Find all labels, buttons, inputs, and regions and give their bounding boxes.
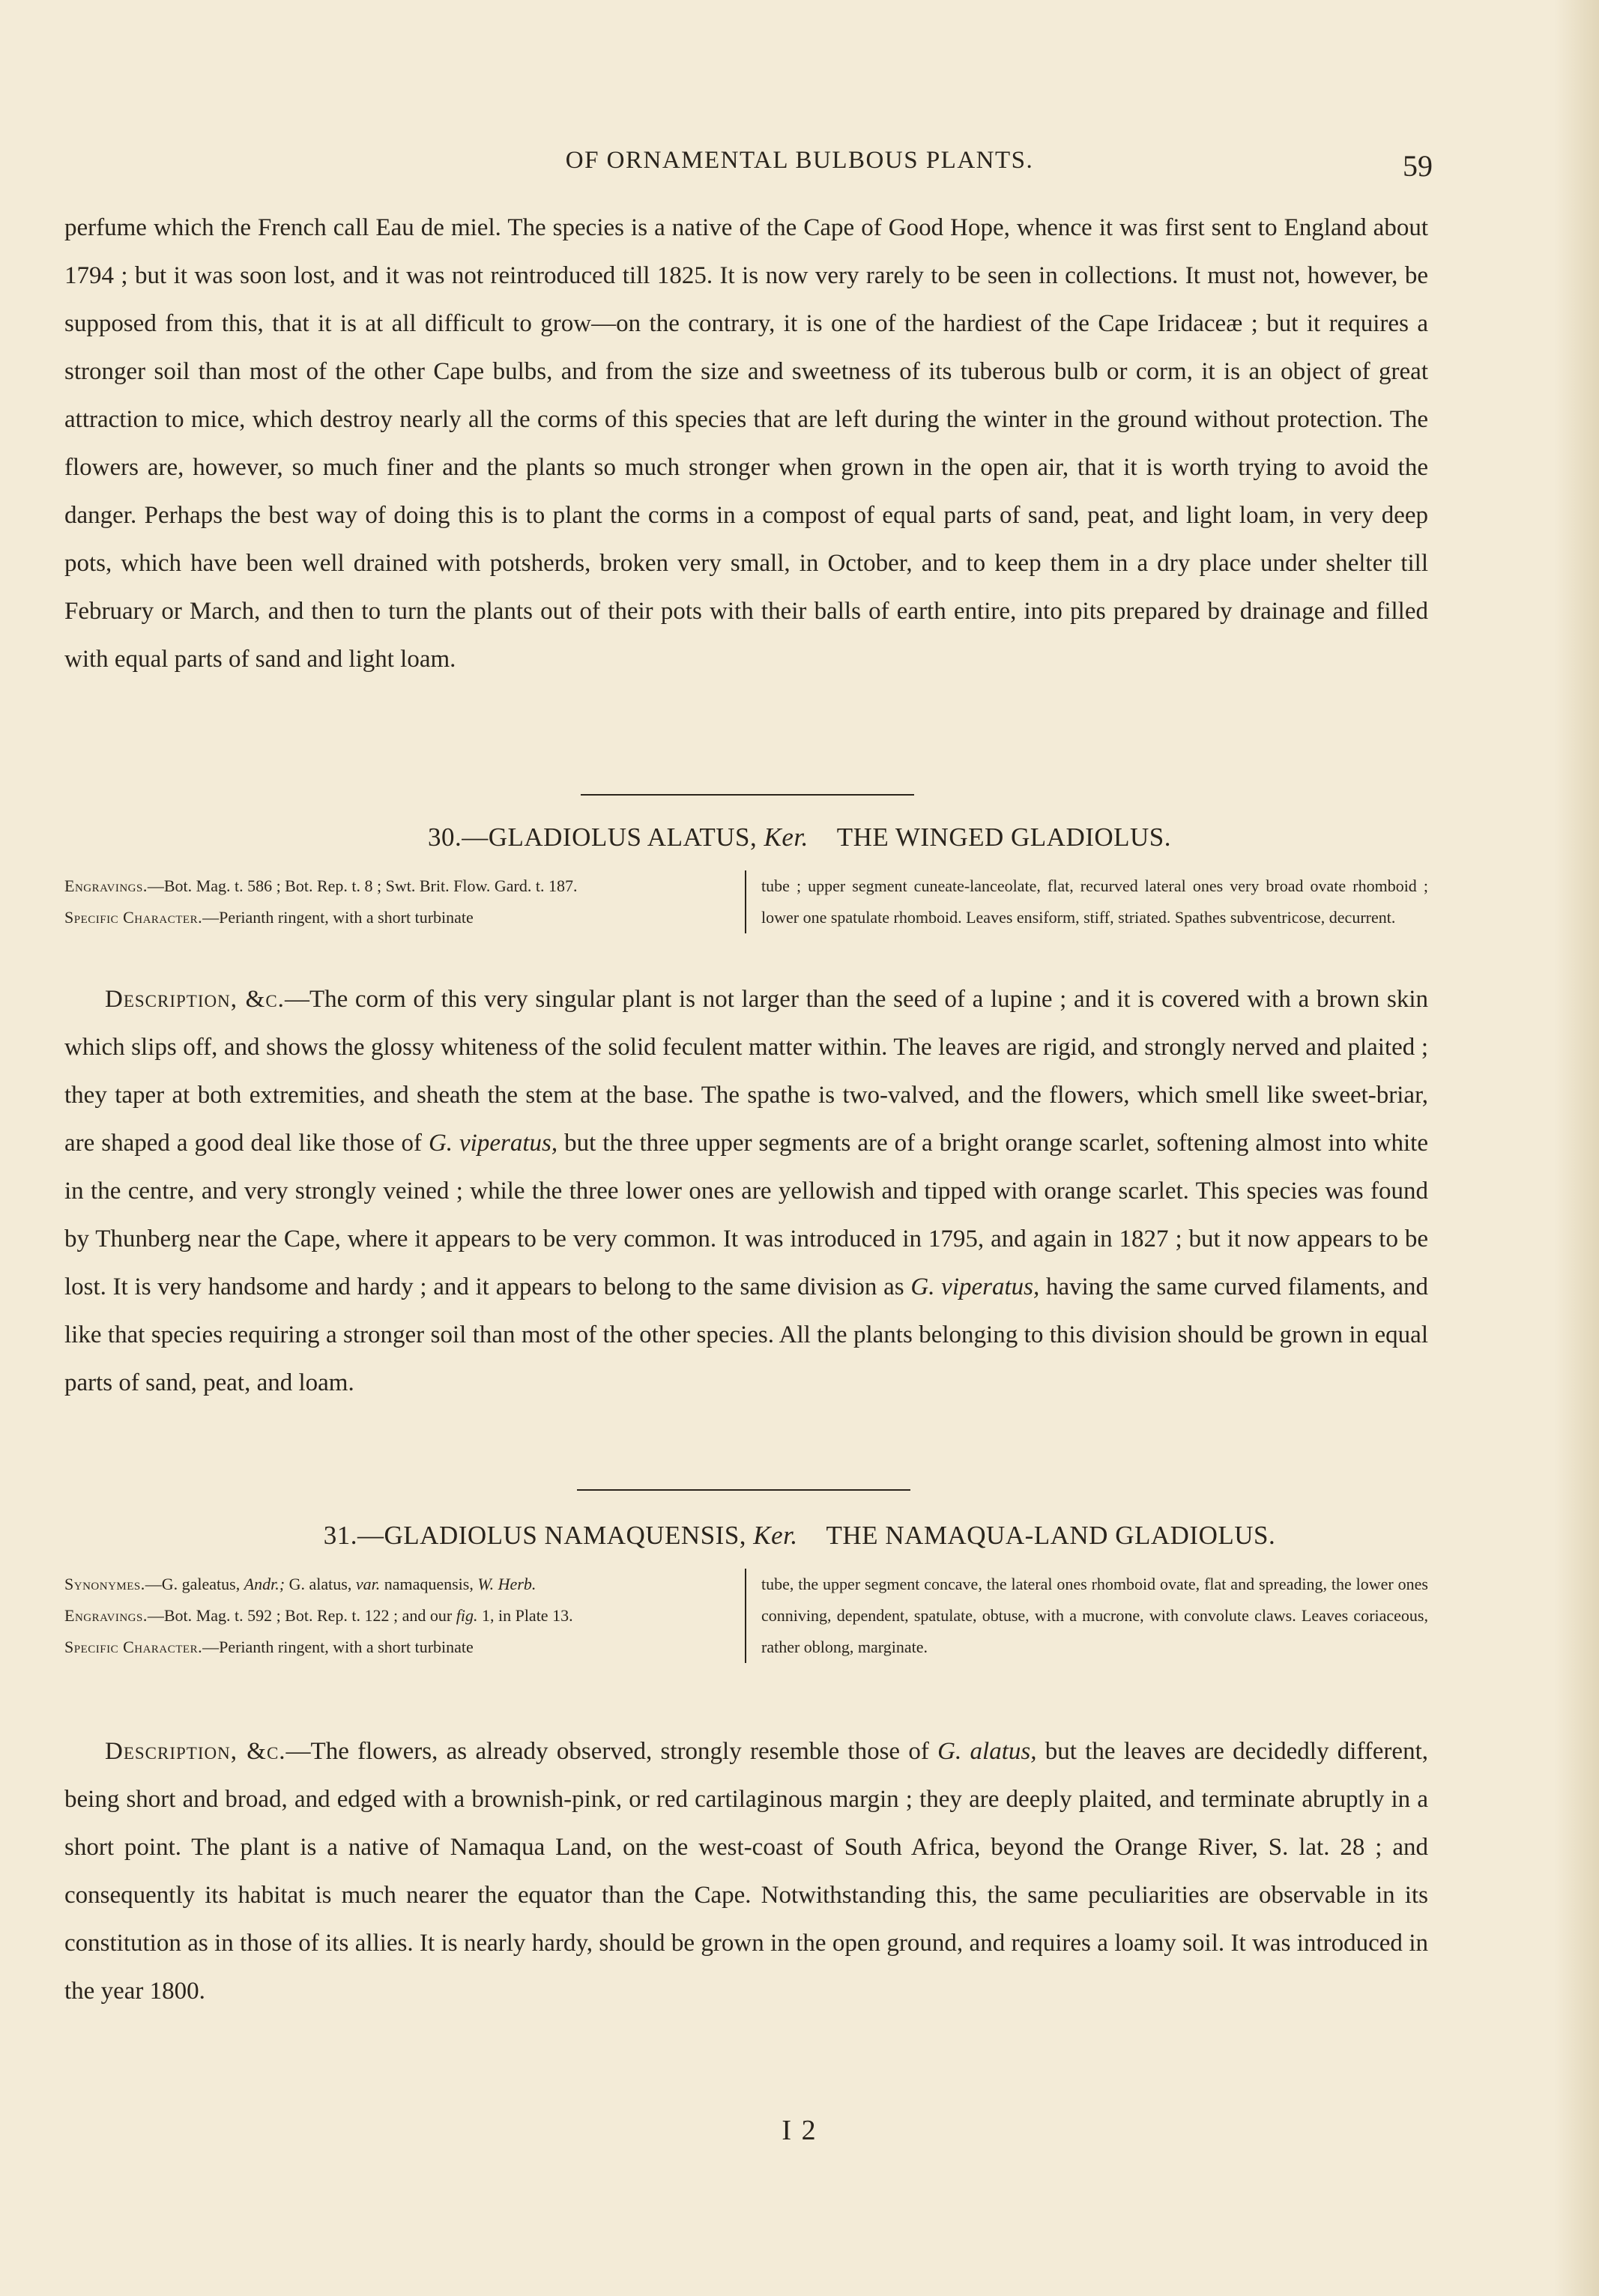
- running-head: [0, 147, 1599, 184]
- description-label: Description, &c.: [105, 986, 285, 1013]
- species-30-name: 30.—GLADIOLUS ALATUS,: [427, 823, 764, 852]
- intro-paragraph: perfume which the French call Eau de miel. The species is a native of the Cape of Good Hope, whence it was first sent to England about 1794 ; but it was soon lost, and it was not reintroduced till 1825. It is now very rarely to be seen in collections. It must not, however, be supposed from this, that it is at all difficult to grow—on the contrary, it is one of the hardiest of the Cape Iridaceæ ; but it requires a stronger soil than most of the other Cape bulbs, and from the size and sweetness of its tuberous bulb or corm, it is an object of great attraction to mice, which destroy nearly all the corms of this species that are left during the winter in the ground without protection. The flowers are, however, so much finer and the plants so much stronger when grown in the open air, that it is worth trying to avoid the danger. Perhaps the best way of doing this is to plant the corms in a compost of equal parts of sand, peat, and light loam, in very deep pots, which have been well drained with potsherds, broken very small, in October, and to keep them in a dry place under shelter till February or March, and then to turn the plants out of their pots with their balls of earth entire, into pits prepared by drainage and filled with equal parts of sand and light loam.: [64, 214, 1428, 673]
- species-31-left-notes: [64, 1569, 746, 1663]
- engravings-text: —Bot. Mag. t. 592 ; Bot. Rep. t. 122 ; and our: [147, 1606, 456, 1625]
- synonymes-text: namaquensis,: [380, 1575, 478, 1593]
- species-31-right-notes: [746, 1569, 1428, 1663]
- species-31-description-block: [64, 1727, 1428, 2015]
- species-30-description-block: [64, 975, 1428, 1407]
- species-30-character-continued: tube ; upper segment cuneate-lanceolate, flat, recurved lateral ones very broad ovate rhomboid ; lower one spatulate rhomboid. Leaves ensiform, stiff, striated. Spathes subventricose, decurrent.: [761, 876, 1428, 927]
- species-30-engravings: [64, 870, 730, 902]
- synonymes-text: —G. galeatus,: [145, 1575, 244, 1593]
- intro-paragraph-block: [64, 204, 1428, 683]
- section-divider-2: [577, 1489, 910, 1491]
- species-31-name: 31.—GLADIOLUS NAMAQUENSIS,: [323, 1521, 754, 1550]
- species-31-common-name: THE NAMAQUA-LAND GLADIOLUS.: [826, 1521, 1276, 1550]
- species-30-description: [64, 975, 1428, 1407]
- description-italic-name: G. viperatus,: [910, 1273, 1040, 1300]
- engravings-label: Engravings.: [64, 876, 148, 895]
- species-31-description: [64, 1727, 1428, 2015]
- species-31-author: Ker.: [753, 1521, 798, 1550]
- description-italic-name: G. viperatus,: [428, 1130, 558, 1157]
- synonymes-label: Synonymes.: [64, 1575, 145, 1593]
- species-30-left-notes: [64, 870, 746, 933]
- specific-character-label: Specific Character.: [64, 1638, 203, 1656]
- species-31-heading: [0, 1521, 1599, 1551]
- species-31-notes: [64, 1569, 1428, 1663]
- specific-character-text: —Perianth ringent, with a short turbinate: [202, 908, 474, 927]
- species-30-common-name: THE WINGED GLADIOLUS.: [836, 823, 1172, 852]
- species-30-author: Ker.: [764, 823, 808, 852]
- species-31-specific-character: [64, 1632, 730, 1663]
- synonymes-text: G. alatus,: [285, 1575, 356, 1593]
- description-label: Description, &c.: [105, 1738, 286, 1765]
- species-31-synonymes: [64, 1569, 730, 1600]
- specific-character-text: —Perianth ringent, with a short turbinate: [202, 1638, 474, 1656]
- description-text-part: —The corm of this very singular plant is not larger than the seed of a lupine ; and it is covered with a brown skin which slips off, and shows the glossy whiteness of the solid feculent matter within. The leaves are rigid, and strongly nerved and plaited ; they taper at both extremities, and sheath the stem at the base. The spathe is two-valved, and the flowers, which smell like sweet-briar, are shaped a good deal like those of: [64, 986, 1428, 1157]
- signature-mark: I 2: [782, 2115, 817, 2146]
- species-31-character-continued: tube, the upper segment concave, the lateral ones rhomboid ovate, flat and spreading, the lower ones conniving, dependent, spatulate, obtuse, with a mucrone, with convolute claws. Leaves coriaceous, rather oblong, marginate.: [761, 1575, 1428, 1656]
- synonymes-author: W. Herb.: [477, 1575, 536, 1593]
- species-31-engravings: [64, 1600, 730, 1632]
- engravings-text: 1, in Plate 13.: [477, 1606, 573, 1625]
- species-30-heading: [0, 823, 1599, 852]
- synonymes-author: Andr.;: [244, 1575, 285, 1593]
- description-italic-name: G. alatus,: [937, 1738, 1037, 1765]
- description-text-part: having the same curved filaments, and like that species requiring a stronger soil than most of the other species. All the plants belonging to this division should be grown in equal parts of sand, peat, and loam.: [64, 1273, 1429, 1396]
- specific-character-label: Specific Character.: [64, 908, 203, 927]
- synonymes-variety: var.: [355, 1575, 381, 1593]
- species-30-notes: [64, 870, 1428, 933]
- description-text-part: but the three upper segments are of a bright orange scarlet, softening almost into white in the centre, and very strongly veined ; while the three lower ones are yellowish and tipped with orange scarlet. This species was found by Thunberg near the Cape, where it appears to be very common. It was introduced in 1795, and again in 1827 ; but it now appears to be lost. It is very handsome and hardy ; and it appears to belong to the same division as: [64, 1130, 1428, 1300]
- engravings-label: Engravings.: [64, 1606, 148, 1625]
- species-30-right-notes: [746, 870, 1428, 933]
- engravings-fig: fig.: [456, 1606, 478, 1625]
- description-text-part: —The flowers, as already observed, strongly resemble those of: [285, 1738, 938, 1765]
- description-text-part: but the leaves are decidedly different, being short and broad, and edged with a brownish-pink, or red cartilaginous margin ; they are deeply plaited, and terminate abruptly in a short point. The plant is a native of Namaqua Land, on the west-coast of South Africa, beyond the Orange River, S. lat. 28 ; and consequently its habitat is much nearer the equator than the Cape. Notwithstanding this, the same peculiarities are observable in its constitution as in those of its allies. It is nearly hardy, should be grown in the open ground, and requires a loamy soil. It was introduced in the year 1800.: [64, 1738, 1428, 2005]
- species-30-specific-character: [64, 902, 730, 933]
- page-edge-shadow: [1554, 0, 1599, 2296]
- engravings-text: —Bot. Mag. t. 586 ; Bot. Rep. t. 8 ; Swt. Brit. Flow. Gard. t. 187.: [147, 876, 578, 895]
- running-title: OF ORNAMENTAL BULBOUS PLANTS.: [565, 147, 1034, 174]
- section-divider-1: [581, 794, 914, 796]
- page-number: 59: [1403, 149, 1433, 183]
